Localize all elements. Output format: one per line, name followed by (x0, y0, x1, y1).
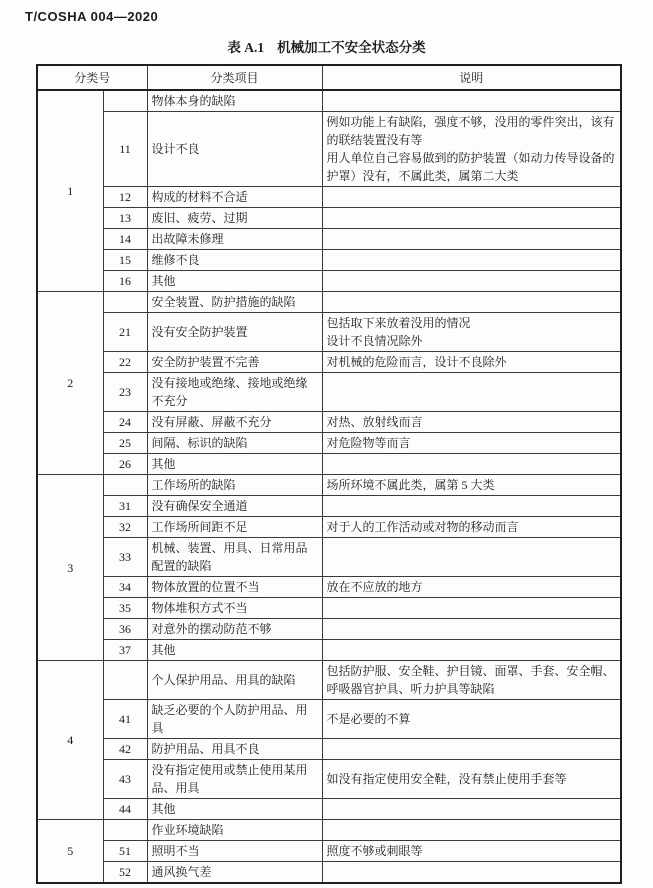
sub-code-cell: 22 (103, 352, 147, 373)
item-cell: 物体堆积方式不当 (147, 598, 322, 619)
desc-cell (322, 820, 621, 841)
desc-line: 对危险物等而言 (326, 436, 411, 450)
table-row (37, 250, 621, 271)
item-cell: 安全装置、防护措施的缺陷 (147, 292, 322, 313)
desc-cell (322, 313, 621, 352)
sub-code-cell (103, 292, 147, 313)
item-cell: 缺乏必要的个人防护用品、用具 (147, 700, 322, 739)
sub-code-cell: 26 (103, 454, 147, 475)
table-row (37, 187, 621, 208)
table-row (37, 373, 621, 412)
table-row (37, 208, 621, 229)
category-cell: 4 (37, 661, 103, 820)
item-cell: 其他 (147, 454, 322, 475)
sub-code-cell: 31 (103, 496, 147, 517)
table-caption (0, 36, 653, 56)
desc-line: 如没有指定使用安全鞋，没有禁止使用手套等 (326, 772, 567, 786)
item-cell: 没有接地或绝缘、接地或绝缘不充分 (147, 373, 322, 412)
sub-code-cell: 51 (103, 841, 147, 862)
desc-cell (322, 598, 621, 619)
table-row (37, 112, 621, 187)
sub-code-cell: 36 (103, 619, 147, 640)
desc-cell (322, 454, 621, 475)
table-row (37, 862, 621, 884)
doc-number: T/COSHA 004—2020 (25, 9, 159, 24)
desc-cell (322, 412, 621, 433)
item-cell: 没有指定使用或禁止使用某用品、用具 (147, 760, 322, 799)
sub-code-cell (103, 475, 147, 496)
desc-line: 包括取下来放着没用的情况 (326, 316, 471, 330)
desc-line: 例如功能上有缺陷，强度不够，没用的零件突出，该有的联结装置没有等 (326, 115, 615, 147)
table-row (37, 640, 621, 661)
item-cell: 没有屏蔽、屏蔽不充分 (147, 412, 322, 433)
table-row (37, 799, 621, 820)
sub-code-cell: 32 (103, 517, 147, 538)
sub-code-cell: 16 (103, 271, 147, 292)
table-row (37, 577, 621, 598)
col-header-description: 说明 (322, 65, 621, 90)
item-cell: 没有安全防护装置 (147, 313, 322, 352)
item-cell: 其他 (147, 799, 322, 820)
desc-cell (322, 475, 621, 496)
table-row (37, 700, 621, 739)
table-row (37, 517, 621, 538)
table-row (37, 496, 621, 517)
table-row (37, 661, 621, 700)
desc-cell (322, 640, 621, 661)
desc-line: 用人单位自己容易做到的防护装置（如动力传导设备的护罩）没有，不属此类，属第二大类 (326, 151, 615, 183)
desc-cell (322, 517, 621, 538)
item-cell: 维修不良 (147, 250, 322, 271)
desc-cell (322, 739, 621, 760)
desc-cell (322, 700, 621, 739)
item-cell: 防护用品、用具不良 (147, 739, 322, 760)
item-cell: 出故障未修理 (147, 229, 322, 250)
desc-cell (322, 292, 621, 313)
item-cell: 物体放置的位置不当 (147, 577, 322, 598)
sub-code-cell: 34 (103, 577, 147, 598)
desc-line: 包括防护服、安全鞋、护目镜、面罩、手套、安全帽、呼吸器官护具、听力护具等缺陷 (326, 664, 615, 696)
table-row (37, 229, 621, 250)
table-row (37, 538, 621, 577)
table-row (37, 619, 621, 640)
category-cell: 3 (37, 475, 103, 661)
desc-cell (322, 862, 621, 884)
table-row (37, 841, 621, 862)
item-cell: 间隔、标识的缺陷 (147, 433, 322, 454)
sub-code-cell: 21 (103, 313, 147, 352)
desc-cell (322, 433, 621, 454)
col-header-category-number: 分类号 (37, 65, 147, 90)
table-row (37, 412, 621, 433)
sub-code-cell (103, 661, 147, 700)
table-row (37, 598, 621, 619)
table-row (37, 90, 621, 112)
desc-cell (322, 187, 621, 208)
category-cell: 2 (37, 292, 103, 475)
desc-line: 设计不良情况除外 (326, 334, 423, 348)
item-cell: 物体本身的缺陷 (147, 90, 322, 112)
sub-code-cell: 37 (103, 640, 147, 661)
sub-code-cell (103, 90, 147, 112)
table-row (37, 352, 621, 373)
category-cell: 5 (37, 820, 103, 884)
sub-code-cell: 15 (103, 250, 147, 271)
sub-code-cell: 12 (103, 187, 147, 208)
item-cell: 通风换气差 (147, 862, 322, 884)
desc-cell (322, 250, 621, 271)
sub-code-cell: 25 (103, 433, 147, 454)
desc-cell (322, 208, 621, 229)
desc-cell (322, 271, 621, 292)
sub-code-cell (103, 820, 147, 841)
table-row (37, 292, 621, 313)
sub-code-cell: 24 (103, 412, 147, 433)
sub-code-cell: 11 (103, 112, 147, 187)
desc-line: 场所环境不属此类，属第 5 大类 (326, 478, 495, 492)
desc-line: 对热、放射线而言 (326, 415, 423, 429)
desc-line: 不是必要的不算 (326, 712, 411, 726)
sub-code-cell: 42 (103, 739, 147, 760)
item-cell: 对意外的摆动防范不够 (147, 619, 322, 640)
desc-line: 照度不够或刺眼等 (326, 844, 423, 858)
desc-cell (322, 799, 621, 820)
header-row (37, 65, 621, 90)
desc-cell (322, 112, 621, 187)
item-cell: 工作场所间距不足 (147, 517, 322, 538)
item-cell: 没有确保安全通道 (147, 496, 322, 517)
sub-code-cell: 44 (103, 799, 147, 820)
item-cell: 个人保护用品、用具的缺陷 (147, 661, 322, 700)
item-cell: 作业环境缺陷 (147, 820, 322, 841)
item-cell: 机械、装置、用具、日常用品配置的缺陷 (147, 538, 322, 577)
table-row (37, 271, 621, 292)
item-cell: 照明不当 (147, 841, 322, 862)
desc-cell (322, 661, 621, 700)
desc-line: 对于人的工作活动或对物的移动而言 (326, 520, 519, 534)
table-row (37, 313, 621, 352)
desc-cell (322, 841, 621, 862)
item-cell: 设计不良 (147, 112, 322, 187)
table-row (37, 433, 621, 454)
sub-code-cell: 35 (103, 598, 147, 619)
sub-code-cell: 13 (103, 208, 147, 229)
item-cell: 其他 (147, 640, 322, 661)
col-header-category-item: 分类项目 (147, 65, 322, 90)
sub-code-cell: 41 (103, 700, 147, 739)
table-row (37, 820, 621, 841)
desc-cell (322, 496, 621, 517)
sub-code-cell: 52 (103, 862, 147, 884)
item-cell: 构成的材料不合适 (147, 187, 322, 208)
desc-cell (322, 90, 621, 112)
sub-code-cell: 23 (103, 373, 147, 412)
sub-code-cell: 14 (103, 229, 147, 250)
table-row (37, 739, 621, 760)
item-cell: 废旧、疲劳、过期 (147, 208, 322, 229)
desc-cell (322, 577, 621, 598)
desc-cell (322, 229, 621, 250)
table-row (37, 760, 621, 799)
desc-cell (322, 619, 621, 640)
desc-cell (322, 352, 621, 373)
item-cell: 工作场所的缺陷 (147, 475, 322, 496)
desc-cell (322, 538, 621, 577)
desc-line: 对机械的危险而言，设计不良除外 (326, 355, 507, 369)
table-caption-title: 机械加工不安全状态分类 (277, 40, 426, 55)
classification-table (36, 64, 622, 884)
table-row (37, 454, 621, 475)
table-caption-label: 表 A.1 (227, 40, 265, 55)
table-row (37, 475, 621, 496)
category-cell: 1 (37, 90, 103, 292)
item-cell: 安全防护装置不完善 (147, 352, 322, 373)
desc-cell (322, 373, 621, 412)
desc-cell (322, 760, 621, 799)
desc-line: 放在不应放的地方 (326, 580, 423, 594)
item-cell: 其他 (147, 271, 322, 292)
sub-code-cell: 43 (103, 760, 147, 799)
sub-code-cell: 33 (103, 538, 147, 577)
